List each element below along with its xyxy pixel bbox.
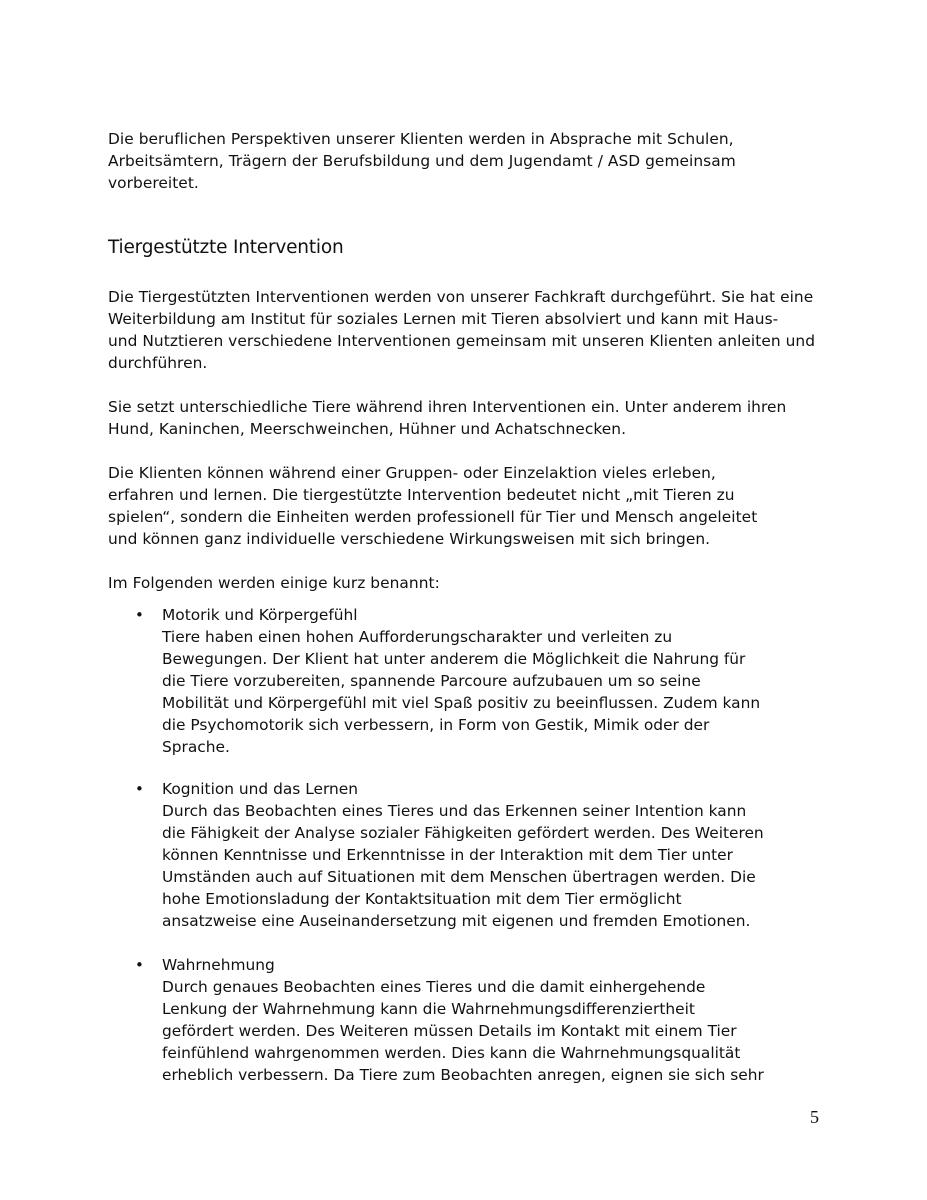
bullet-icon: •	[135, 956, 144, 974]
text-line: Sie setzt unterschiedliche Tiere während ihren Interventionen ein. Unter anderem ihren	[108, 398, 787, 416]
text-line: Lenkung der Wahrnehmung kann die Wahrnehmungsdifferenziertheit	[162, 1000, 695, 1018]
text-line: und Nutztieren verschiedene Interventionen gemeinsam mit unseren Klienten anleiten und	[108, 332, 816, 350]
intro-paragraph	[108, 128, 820, 194]
text-line: hohe Emotionsladung der Kontaktsituation mit dem Tier ermöglicht	[162, 890, 682, 908]
text-line: durchführen.	[108, 354, 208, 372]
text-line: können Kenntnisse und Erkenntnisse in der Interaktion mit dem Tier unter	[162, 846, 733, 864]
text-line: Bewegungen. Der Klient hat unter anderem die Möglichkeit die Nahrung für	[162, 650, 746, 668]
text-line: erfahren und lernen. Die tiergestützte Intervention bedeutet nicht „mit Tieren zu	[108, 486, 735, 504]
list-item-title: Motorik und Körpergefühl	[162, 606, 358, 624]
text-line: Umständen auch auf Situationen mit dem Menschen übertragen werden. Die	[162, 868, 756, 886]
text-line: Durch genaues Beobachten eines Tieres und die damit einhergehende	[162, 978, 706, 996]
list-item-kognition	[135, 778, 822, 932]
paragraph-clients	[108, 462, 820, 550]
text-line: Die Tiergestützten Interventionen werden von unserer Fachkraft durchgeführt. Sie hat eine	[108, 288, 814, 306]
page-number: 5	[810, 1107, 819, 1127]
text-line: spielen“, sondern die Einheiten werden professionell für Tier und Mensch angeleitet	[108, 508, 758, 526]
text-line: die Psychomotorik sich verbessern, in Form von Gestik, Mimik oder der	[162, 716, 710, 734]
bullet-icon: •	[135, 606, 144, 624]
text-line: Arbeitsämtern, Trägern der Berufsbildung und dem Jugendamt / ASD gemeinsam	[108, 152, 736, 170]
list-item-title: Kognition und das Lernen	[162, 780, 359, 798]
text-line: Im Folgenden werden einige kurz benannt:	[108, 574, 440, 592]
text-line: Tiere haben einen hohen Aufforderungscharakter und verleiten zu	[162, 628, 673, 646]
text-line: ansatzweise eine Auseinandersetzung mit eigenen und fremden Emotionen.	[162, 912, 751, 930]
text-line: die Fähigkeit der Analyse sozialer Fähigkeiten gefördert werden. Des Weiteren	[162, 824, 764, 842]
list-item-wahrnehmung	[135, 954, 822, 1086]
text-line: Weiterbildung am Institut für soziales Lernen mit Tieren absolviert und kann mit Haus-	[108, 310, 779, 328]
text-line: die Tiere vorzubereiten, spannende Parcoure aufzubauen um so seine	[162, 672, 701, 690]
text-line: und können ganz individuelle verschiedene Wirkungsweisen mit sich bringen.	[108, 530, 711, 548]
list-item-title: Wahrnehmung	[162, 956, 275, 974]
bullet-icon: •	[135, 780, 144, 798]
text-line: feinfühlend wahrgenommen werden. Dies kann die Wahrnehmungsqualität	[162, 1044, 741, 1062]
paragraph-animals	[108, 396, 820, 440]
text-line: gefördert werden. Des Weiteren müssen Details im Kontakt mit einem Tier	[162, 1022, 737, 1040]
paragraph-qualification	[108, 286, 820, 374]
text-line: Mobilität und Körpergefühl mit viel Spaß positiv zu beeinflussen. Zudem kann	[162, 694, 761, 712]
text-line: Hund, Kaninchen, Meerschweinchen, Hühner und Achatschnecken.	[108, 420, 627, 438]
text-line: Die Klienten können während einer Gruppen- oder Einzelaktion vieles erleben,	[108, 464, 716, 482]
section-heading: Tiergestützte Intervention	[108, 237, 344, 258]
text-line: Die beruflichen Perspektiven unserer Klienten werden in Absprache mit Schulen,	[108, 130, 734, 148]
list-item-motorik	[135, 604, 822, 758]
paragraph-list-intro	[108, 572, 820, 594]
text-line: vorbereitet.	[108, 174, 199, 192]
text-line: Durch das Beobachten eines Tieres und das Erkennen seiner Intention kann	[162, 802, 747, 820]
text-line: erheblich verbessern. Da Tiere zum Beobachten anregen, eignen sie sich sehr	[162, 1066, 764, 1084]
text-line: Sprache.	[162, 738, 230, 756]
